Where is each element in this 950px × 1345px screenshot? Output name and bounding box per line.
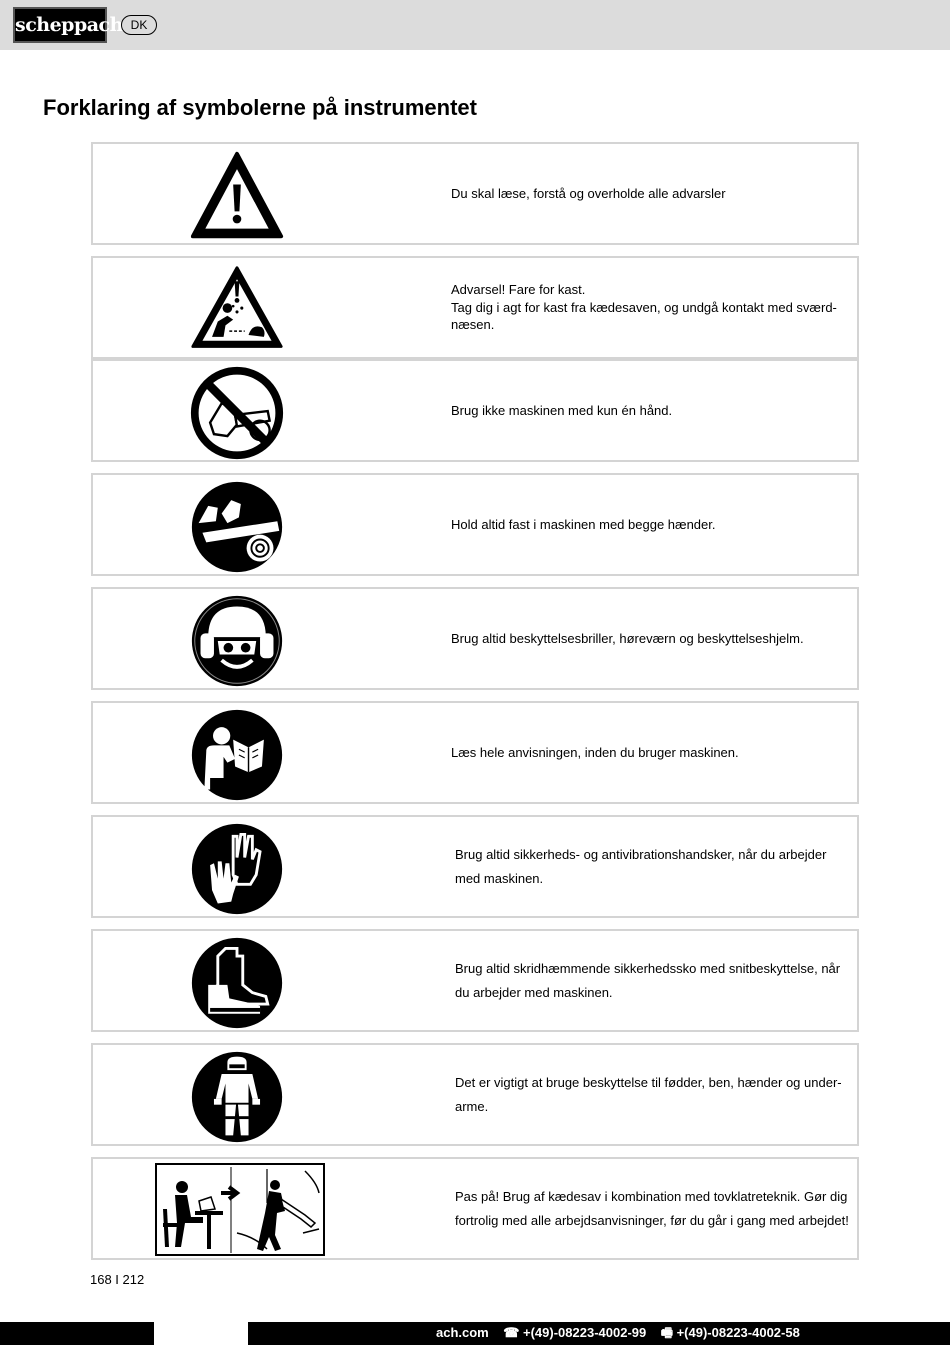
symbol-description bbox=[455, 817, 855, 916]
symbol-description bbox=[455, 1159, 859, 1258]
page-number: 168 I 212 bbox=[90, 1272, 145, 1287]
symbol-description bbox=[451, 589, 851, 688]
rope-climbing-training-icon bbox=[155, 1163, 325, 1256]
description-line: Brug altid skridhæmmende sikkerhedssko med snitbeskyttelse, når bbox=[455, 960, 841, 976]
symbol-description bbox=[451, 361, 851, 460]
symbol-description bbox=[455, 1045, 855, 1144]
gloves-icon bbox=[189, 821, 285, 917]
symbol-row-read-manual bbox=[91, 701, 859, 804]
footer-gap bbox=[154, 1322, 248, 1345]
symbol-row-no-one-hand bbox=[91, 359, 859, 462]
footer-contact bbox=[436, 1322, 800, 1345]
language-badge: DK bbox=[121, 15, 157, 35]
symbol-description bbox=[451, 144, 851, 243]
symbol-row-rope-climbing bbox=[91, 1157, 859, 1260]
description-line: arme. bbox=[455, 1098, 489, 1114]
symbol-description bbox=[451, 258, 851, 357]
description-line: Hold altid fast i maskinen med begge hænder. bbox=[451, 516, 716, 532]
description-line: næsen. bbox=[451, 317, 495, 333]
symbol-row-boots bbox=[91, 929, 859, 1032]
symbol-row-kickback bbox=[91, 256, 859, 359]
brand-logo: scheppach bbox=[13, 7, 107, 43]
page-footer bbox=[0, 1322, 950, 1345]
footer-phone: ☎ +(49)-08223-4002-99 bbox=[503, 1325, 647, 1340]
page-title: Forklaring af symbolerne på instrumentet bbox=[43, 95, 477, 120]
description-line: Brug altid beskyttelsesbriller, høreværn og beskyttelseshjelm. bbox=[451, 630, 804, 646]
description-line: Brug altid sikkerheds- og antivibrationshandsker, når du arbejder bbox=[455, 846, 827, 862]
description-line: Læs hele anvisningen, inden du bruger maskinen. bbox=[451, 744, 739, 760]
warning-triangle-icon bbox=[189, 148, 285, 244]
description-line: Det er vigtigt at bruge beskyttelse til fødder, ben, hænder og under- bbox=[455, 1074, 842, 1090]
symbol-row-two-hands bbox=[91, 473, 859, 576]
description-line: Du skal læse, forstå og overholde alle advarsler bbox=[451, 185, 726, 201]
description-line: Advarsel! Fare for kast. bbox=[451, 282, 586, 298]
page-header bbox=[0, 0, 950, 50]
symbol-description bbox=[451, 475, 851, 574]
symbol-row-gloves bbox=[91, 815, 859, 918]
symbol-row-protective-clothing bbox=[91, 1043, 859, 1146]
two-hands-icon bbox=[189, 479, 285, 575]
footer-fax: 🖷 +(49)-08223-4002-58 bbox=[660, 1325, 800, 1340]
symbol-row-head-protection bbox=[91, 587, 859, 690]
symbol-description bbox=[451, 703, 851, 802]
description-line: Pas på! Brug af kædesav i kombination med tovklatreteknik. Gør dig bbox=[455, 1188, 848, 1204]
read-manual-icon bbox=[189, 707, 285, 803]
description-line: Brug ikke maskinen med kun én hånd. bbox=[451, 402, 673, 418]
kickback-warning-icon bbox=[189, 262, 285, 358]
description-line: du arbejder med maskinen. bbox=[455, 984, 613, 1000]
description-line: fortrolig med alle arbejdsanvisninger, før du går i gang med arbejdet! bbox=[455, 1212, 849, 1228]
head-protection-icon bbox=[189, 593, 285, 689]
no-one-hand-use-icon bbox=[189, 365, 285, 461]
description-line: Tag dig i agt for kast fra kædesaven, og undgå kontakt med sværd- bbox=[451, 299, 837, 315]
safety-boots-icon bbox=[189, 935, 285, 1031]
symbol-row-warning bbox=[91, 142, 859, 245]
description-line: med maskinen. bbox=[455, 870, 544, 886]
footer-website: ach.com bbox=[436, 1325, 489, 1340]
symbol-description bbox=[455, 931, 855, 1030]
protective-clothing-icon bbox=[189, 1049, 285, 1145]
